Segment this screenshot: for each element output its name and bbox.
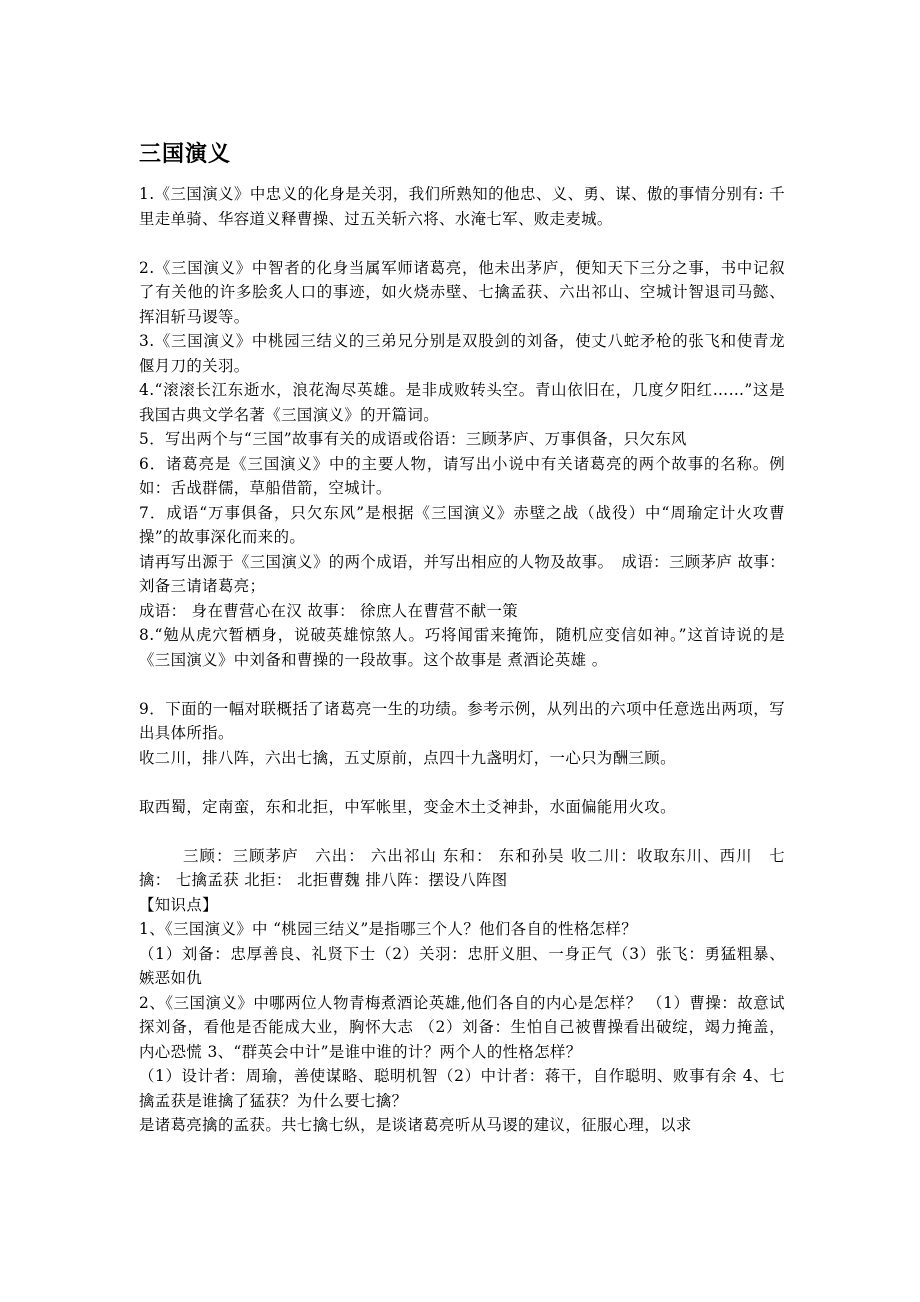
paragraph-q5-idioms: 5．写出两个与“三国”故事有关的成语或俗语：三顾茅庐、万事俱备，只欠东风 <box>139 430 687 448</box>
paragraph-q4-opening-poem: 4.“滚滚长江东逝水，浪花淘尽英雄。是非成败转头空。青山依旧在，几度夕阳红……”这是我国古典文学名著《三国演义》的开篇词。 <box>139 381 785 424</box>
paragraph-k4-answer: 是诸葛亮擒的孟获。共七擒七纵，是谈诸葛亮听从马谡的建议，征服心理，以求 <box>139 1116 692 1134</box>
paragraph-couplet-line-1: 收二川，排八阵，六出七擒，五丈原前，点四十九盏明灯，一心只为酬三顾。 <box>139 748 676 767</box>
section-heading-knowledge: 【知识点】 <box>139 895 218 914</box>
paragraph-q7-idiom-1: 请再写出源于《三国演义》的两个成语，并写出相应的人物及故事。 成语：三顾茅庐 故事： 刘备三请诸葛亮； <box>139 552 785 595</box>
paragraph-k1-question: 1、《三国演义》中 “桃园三结义”是指哪三个人？他们各自的性格怎样？ <box>139 920 638 938</box>
paragraph-q9-couplet: 9．下面的一幅对联概括了诸葛亮一生的功绩。参考示例，从列出的六项中任意选出两项，写出具体所指。 <box>139 699 785 742</box>
paragraph-q6-stories: 6．诸葛亮是《三国演义》中的主要人物，请写出小说中有关诸葛亮的两个故事的名称。例如：舌战群儒，草船借箭，空城计。 <box>139 454 785 497</box>
blank-line <box>139 770 785 795</box>
blank-line <box>139 231 785 256</box>
paragraph-q2-zhuge: 2.《三国演义》中智者的化身当属军师诸葛亮，他未出茅庐，便知天下三分之事，书中记叙了有关他的许多脍炙人口的事迹，如火烧赤壁、七擒孟获、六出祁山、空城计智退司马懿、挥泪斩马谡等。 <box>139 258 785 326</box>
paragraph-k1-answer: （1）刘备：忠厚善良、礼贤下士（2）关羽：忠肝义胆、一身正气（3）张飞：勇猛粗暴、嫉恶如仇 <box>139 944 785 987</box>
paragraph-k2-k3: 2、《三国演义》中哪两位人物青梅煮酒论英雄,他们各自的内心是怎样？ （1）曹操：故意试探刘备，看他是否能成大业，胸怀大志 （2）刘备：生怕自己被曹操看出破绽，竭力掩盖，内心恐慌 3、“群英会中计”是谁中谁的计？两个人的性格怎样？ <box>139 993 785 1061</box>
paragraph-q7-east-wind: 7．成语“万事俱备，只欠东风”是根据《三国演义》赤壁之战（战役）中“周瑜定计火攻曹操”的故事深化而来的。 <box>139 503 785 546</box>
paragraph-couplet-line-2: 取西蜀，定南蛮，东和北拒，中军帐里，变金木土爻神卦，水面偏能用火攻。 <box>139 797 676 816</box>
document-title: 三国演义 <box>139 142 232 167</box>
paragraph-k3-answer-k4: （1）设计者：周瑜，善使谋略、聪明机智（2）中计者：蒋干，自作聪明、败事有余 4、七擒孟获是谁擒了猛获？为什么要七擒？ <box>139 1067 785 1110</box>
paragraph-q3-taoyuan: 3.《三国演义》中桃园三结义的三弟兄分别是双股剑的刘备，使丈八蛇矛枪的张飞和使青龙偃月刀的关羽。 <box>139 332 785 375</box>
paragraph-q8-poem: 8.“勉从虎穴暂栖身，说破英雄惊煞人。巧将闻雷来掩饰，随机应变信如神。”这首诗说的是《三国演义》中刘备和曹操的一段故事。这个故事是 煮酒论英雄 。 <box>139 626 785 669</box>
blank-line <box>139 819 785 844</box>
paragraph-q7-idiom-2: 成语： 身在曹营心在汉 故事： 徐庶人在曹营不献一策 <box>139 601 519 620</box>
paragraph-couplet-answers: 三顾：三顾茅庐 六出： 六出祁山 东和： 东和孙吴 收二川：收取东川、西川 七擒： 七擒孟获 北拒： 北拒曹魏 排八阵：摆设八阵图 <box>139 846 785 889</box>
paragraph-q1-guanyu: 1.《三国演义》中忠义的化身是关羽，我们所熟知的他忠、义、勇、谋、傲的事情分别有: 千里走单骑、华容道义释曹操、过五关斩六将、水淹七军、败走麦城。 <box>139 185 785 228</box>
blank-line <box>139 672 785 697</box>
document-page <box>139 140 785 1138</box>
